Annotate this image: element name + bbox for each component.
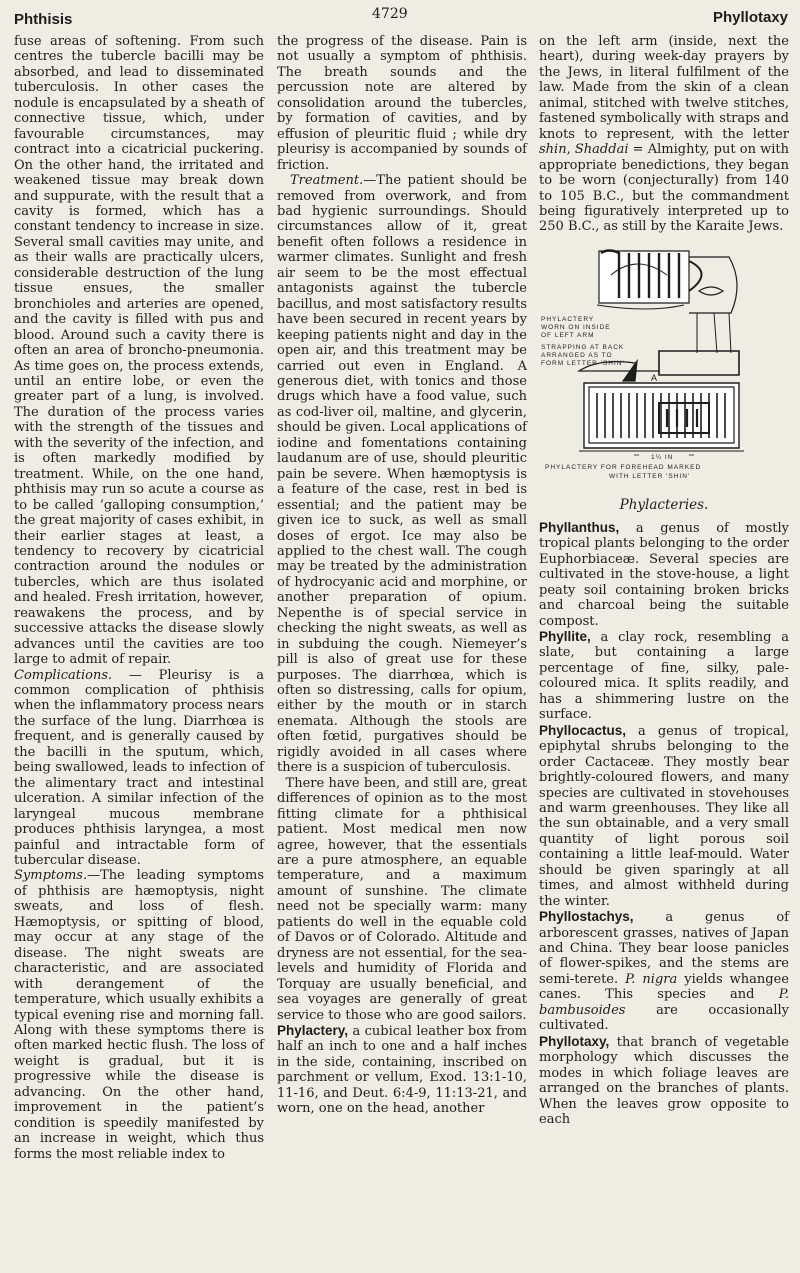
paragraph xyxy=(539,34,789,235)
figure-label: OF LEFT ARM xyxy=(541,331,595,339)
entry-text: a genus of arborescent grasses, natives of Japan and China. They bear loose panicles of flower-spikes, and the stems are semi-terete. xyxy=(539,910,789,987)
figure-label: ARRANGED AS TO xyxy=(541,351,613,359)
entry-text: a cubical leather box from half an inch to one and a half inches in the side, containing, inscribed on parchment or vellum, Exod. 13:1-10, 11-16, and Deut. 6:4-9, 11:13-21, and worn, one on the head, another xyxy=(277,1024,527,1117)
paragraph: fuse areas of softening. From such centres the tubercle bacilli may be absorbed, and lead to disseminated tuberculosis. In other cases the nodule is encapsulated by a sheath of connective tissue, which, under favourable circumstances, may contract into a cicatricial puckering. On the other hand, the irritated and weakened tissue may break down and suppurate, with the result that a cavity is formed, which has a constant tendency to increase in size. Several small cavities may unite, and as their walls are practically ulcers, considerable destruction of the lung tissue ensues, the smaller bronchioles and arteries are opened, and the cavity is filled with pus and blood. Around such a cavity there is often an area of broncho-pneumonia. As time goes on, the process extends, until an entire lobe, or even the greater part of a lung, is involved. The duration of the process varies with the strength of the tissues and with the severity of the infection, and is often markedly modified by treatment. While, on the one hand, phthisis may run so acute a course as to be called ‘galloping consumption,’ the great majority of cases exhibit, in their earlier stages at least, a tendency to recovery by cicatricial contraction around the nodules or tubercles, which are thus isolated and healed. Fresh irritation, however, reawakens the process, and by successive attacks the disease slowly advances until the cavities are too large to admit of repair. xyxy=(14,34,264,668)
subheading: Symptoms. xyxy=(14,868,88,884)
entry-phylactery xyxy=(277,1023,527,1117)
entry-headword: Phyllite, xyxy=(539,628,591,644)
entry-text: a clay rock, resembling a slate, but containing a large percentage of fine, silky, pale-coloured mica. It splits readily, and has a shimmering lustre on the surface. xyxy=(539,629,789,723)
entry-phyllite xyxy=(539,629,789,723)
header-right-guide-word: Phyllotaxy xyxy=(712,9,788,26)
entry-phyllocactus xyxy=(539,723,789,909)
entry-headword: Phyllanthus, xyxy=(539,519,620,535)
entry-headword: Phyllocactus, xyxy=(539,722,627,738)
subheading: Complications. xyxy=(14,667,113,683)
paragraph xyxy=(277,776,527,1023)
column-1 xyxy=(14,34,264,1162)
entry-headword: Phyllotaxy, xyxy=(539,1033,610,1049)
paragraph: the progress of the disease. Pain is not usually a symptom of phthisis. The breath sounds and the percussion note are altered by consolidation around the tubercles, by formation of cavities, and by effusion of pleuritic fluid ; while dry pleurisy is accompanied by sounds of friction. xyxy=(277,34,527,173)
figure-label-size: 1¼ IN xyxy=(651,453,674,461)
entry-phyllotaxy xyxy=(539,1034,789,1128)
entry-phyllostachys xyxy=(539,909,789,1034)
arm-phylactery-drawing xyxy=(597,250,737,353)
figure-label: PHYLACTERY xyxy=(541,315,595,323)
figure-label: PHYLACTERY FOR FOREHEAD MARKED xyxy=(545,463,702,471)
paragraph-text: There have been, and still are, great differences of opinion as to the most fitting climate for a phthisical patient. Most medical men now agree, however, that the essentials are a pure atmosphere, an equable temperature, and a maximum amount of sunshine. The climate need not be specially warm: many patients do well in the equable cold of Davos or of Colorado. Altitude and dryness are not essential, for the sea-levels and humidity of Florida and Torquay are usually beneficial, and sea voyages are generally of great service to those who are good sailors. xyxy=(277,775,527,1023)
entry-text: a genus of mostly tropical plants belonging to the order Euphorbiaceæ. Several species are cultivated in the stove-house, a light peaty soil containing broken bricks and charcoal being the suitable compost. xyxy=(539,520,789,629)
header-left-guide-word: Phthisis xyxy=(14,11,73,28)
paragraph-symptoms xyxy=(14,868,264,1162)
column-2 xyxy=(277,34,527,1117)
entry-text: yields whangee canes. This species and xyxy=(539,971,789,1003)
italic-word: Shaddai xyxy=(574,142,629,158)
subheading: Treatment. xyxy=(289,173,364,189)
column-3 xyxy=(539,34,789,1127)
species-name: P. bambusoides xyxy=(539,987,789,1018)
entry-text: a genus of tropical, epiphytal shrubs belonging to the order Cactaceæ. They mostly bear brightly-coloured flowers, and many species are cultivated in stovehouses and warm greenhouses. They like all the sun obtainable, and a very small quantity of light porous soil containing a little leaf-mould. Water should be given sparingly at all times, and almost withheld during the winter. xyxy=(539,723,789,909)
italic-word: shin xyxy=(539,142,567,158)
entry-headword: Phylactery, xyxy=(277,1023,349,1038)
entry-text: that branch of vegetable morphology which discusses the modes in which foliage leaves are arranged on the branches of plants. When the leaves grow opposite to each xyxy=(539,1034,789,1128)
species-name: P. nigra xyxy=(625,971,678,987)
page-header xyxy=(0,0,800,30)
paragraph-text: —The patient should be removed from overwork, and from bad hygienic surroundings. Should circumstances allow of it, great benefit often follows a residence in warmer climates. Sunlight and fresh air seem to be the most effectual antagonists against the tubercle bacillus, and most satisfactory results have been secured in recent years by keeping patients night and day in the open air, and this treatment may be carried out even in England. A generous diet, with tonics and those drugs which have a food value, such as cod-liver oil, maltine, and glycerin, should be given. Local applications of iodine and fomentations containing laudanum are of use, should pleuritic pain be severe. When hæmoptysis is a feature of the case, rest in bed is essential; and the patient may be given ice to suck, as well as small doses of ergot. Ice may also be applied to the chest wall. The cough may be treated by the administration of hydrocyanic acid and morphine, or another preparation of opium. Nepenthe is of special service in checking the night sweats, as well as in subduing the cough. Niemeyer’s pill is also of great use for these purposes. The diarrhœa, which is often so distressing, calls for opium, either by the mouth or in starch enemata. Although the stools are often fœtid, purgatives should be rigidly avoided in all cases where there is a suspicion of tuberculosis. xyxy=(277,173,527,776)
figure-label-a: A xyxy=(651,372,659,383)
paragraph-treatment xyxy=(277,173,527,776)
paragraph-text: = Almighty, put on with appropriate benedictions, they began to be worn (conjecturally) from 140 to 105 B.C., but the commandment being figuratively interpreted up to 250 B.C., as still by the Karaite Jews. xyxy=(539,142,790,235)
paragraph-complications xyxy=(14,668,264,869)
paragraph-text: —The leading symptoms of phthisis are hæmoptysis, night sweats, and loss of flesh. Hæmoptysis, or spitting of blood, may occur at any stage of the disease. The night sweats are characteristic, and are associated with derangement of the temperature, which usually exhibits a typical evening rise and morning fall. Along with these symptoms there is often marked hectic flush. The loss of weight is gradual, but it is progressive while the disease is advancing. On the other hand, improvement in the patient’s condition is speedily manifested by an increase in weight, which thus forms the most reliable index to xyxy=(14,868,264,1162)
page-number: 4729 xyxy=(372,6,408,22)
entry-headword: Phyllostachys, xyxy=(539,909,634,925)
paragraph-text: on the left arm (inside, next the heart), during week-day prayers by the Jews, in literal fulfilment of the law. Made from the skin of a clean animal, stitched with twelve stitches, fastened symbolically with straps and knots to represent, with the letter xyxy=(539,34,789,142)
figure-label: WITH LETTER 'SHIN' xyxy=(609,472,691,480)
figure-label: FORM LETTER 'SHIN' xyxy=(541,359,625,367)
entry-phyllanthus xyxy=(539,520,789,629)
figure-caption: Phylacteries. xyxy=(619,497,709,514)
paragraph-text: , xyxy=(566,142,575,158)
phylacteries-illustration xyxy=(539,243,789,488)
figure-label: STRAPPING AT BACK xyxy=(541,343,625,351)
figure-label: WORN ON INSIDE xyxy=(541,323,611,331)
entry-text: are occasionally cultivated. xyxy=(539,1002,789,1034)
paragraph-text: — Pleurisy is a common complication of phthisis when the inflammatory process nears the surface of the lung. Diarrhœa is frequent, and is generally caused by the bacilli in the sputum, which, being swallowed, leads to infection of the alimentary tract and intestinal ulceration. A similar infection of the laryngeal mucous membrane produces phthisis laryngea, a most painful and intractable form of tubercular disease. xyxy=(14,667,264,869)
